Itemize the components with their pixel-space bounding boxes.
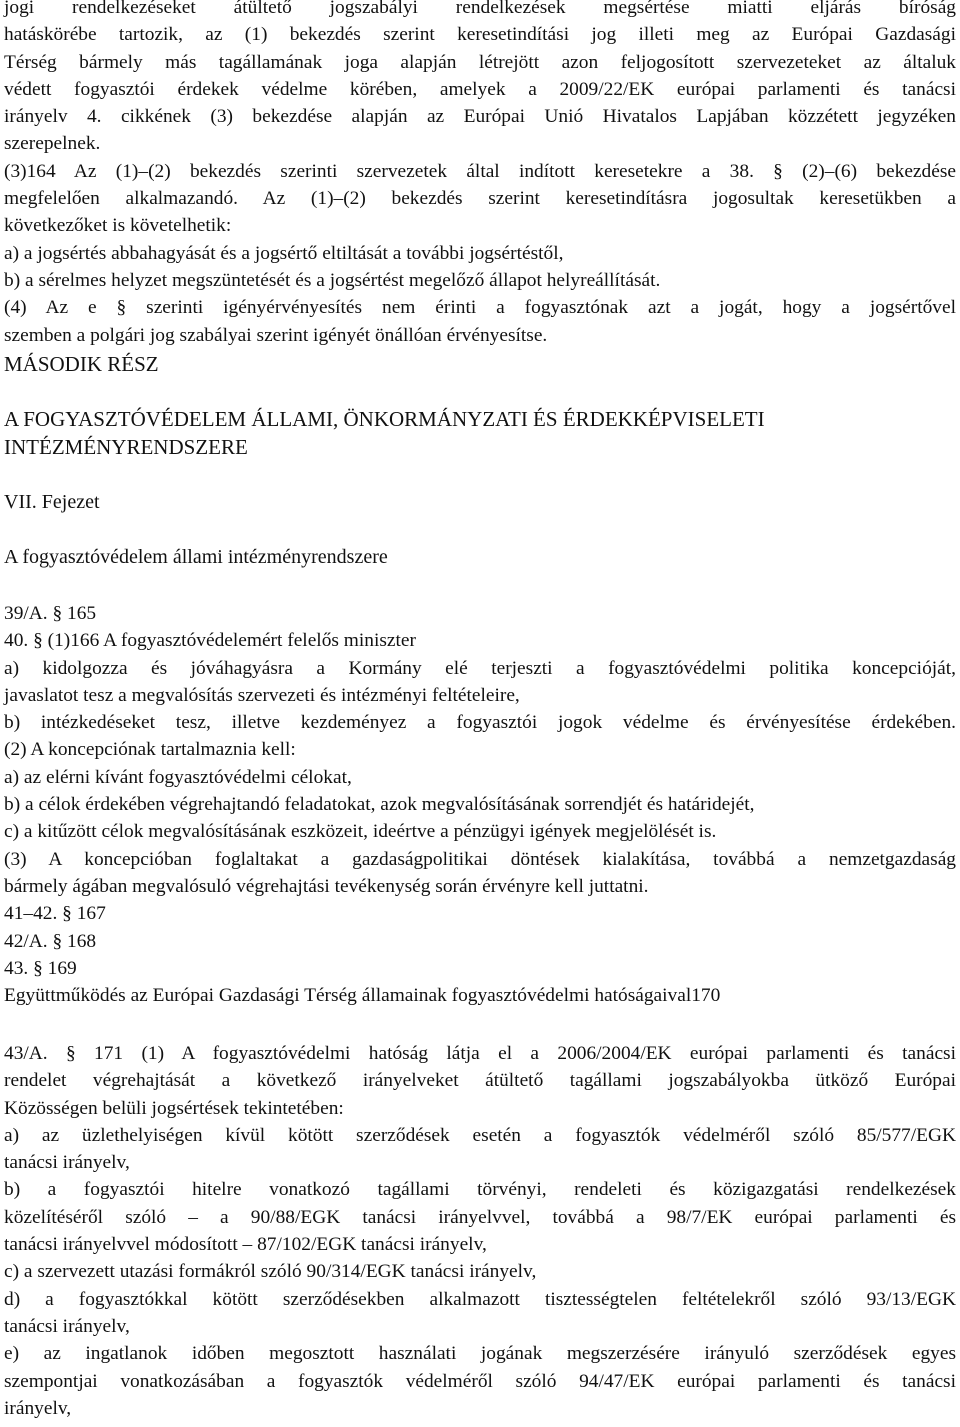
text-line: hatáskörébe tartozik, az (1) bekezdés szerint keresetindítási jog illeti meg az Európai Gazdasági (4, 24, 956, 46)
text-line: (3)164 Az (1)‒(2) bekezdés szerinti szervezetek által indított keresetekre a 38. § (2)‒(6) bekezdése (4, 160, 956, 182)
section-heading: 39/A. § 165 (4, 603, 97, 624)
subsection-title: Együttműködés az Európai Gazdasági Térség államainak fogyasztóvédelmi hatóságaival170 (4, 985, 721, 1007)
text-line: Térség bármely más tagállamának joga alapján létrejött azon feljogosított szervezeteket az általuk (4, 51, 956, 73)
part-title: MÁSODIK RÉSZ (4, 352, 159, 376)
section-heading: 42/A. § 168 (4, 930, 97, 952)
list-item: a) az elérni kívánt fogyasztóvédelmi célokat, (4, 766, 352, 788)
section-heading: 41‒42. § 167 (4, 903, 106, 925)
text-line: (2) A koncepciónak tartalmaznia kell: (4, 739, 296, 761)
part-subtitle-line: INTÉZMÉNYRENDSZERE (4, 435, 248, 459)
text-line: szemben a polgári jog szabályai szerint igényét önállóan érvényesítse. (4, 324, 548, 346)
list-item: d) a fogyasztókkal kötött szerződésekben alkalmazott tisztességtelen feltételekről szóló 93/13/EGK (4, 1288, 956, 1310)
list-item: b) a fogyasztói hitelre vonatkozó tagállami törvényi, rendeleti és közigazgatási rendelkezések (4, 1179, 956, 1201)
text-line: szempontjai vonatkozásában a fogyasztók védelméről szóló 94/47/EK európai parlamenti és tanácsi (4, 1370, 956, 1392)
list-item: c) a szervezett utazási formákról szóló 90/314/EGK tanácsi irányelv, (4, 1261, 537, 1283)
list-item: a) az üzlethelyiségen kívül kötött szerződések esetén a fogyasztók védelméről szóló 85/577/EGK (4, 1124, 956, 1146)
text-line: közelítéséről szóló ‒ a 90/88/EGK tanácsi irányelvvel, továbbá a 98/7/EK európai parlamenti és (4, 1206, 956, 1228)
part-subtitle-line: A FOGYASZTÓVÉDELEM ÁLLAMI, ÖNKORMÁNYZATI ÉS ÉRDEKKÉPVISELETI (4, 407, 765, 431)
chapter-heading: VII. Fejezet (4, 491, 100, 513)
text-line: bármely ágában megvalósuló végrehajtási tevékenység során érvényre kell juttatni. (4, 875, 649, 897)
text-line: tanácsi irányelv, (4, 1315, 130, 1337)
text-line: irányelv 4. cikkének (3) bekezdése alapján az Európai Unió Hivatalos Lapjában közzétett jegyzéken (4, 106, 956, 128)
list-item: a) a jogsértés abbahagyását és a jogsértő eltiltását a további jogsértéstől, (4, 242, 564, 264)
text-line: javaslatot tesz a megvalósítás szervezeti és intézményi feltételeire, (4, 684, 520, 706)
text-line: szerepelnek. (4, 133, 101, 155)
text-line: rendelet végrehajtását a következő irányelveket átültető tagállami jogszabályokba ütköző Európai (4, 1070, 956, 1092)
list-item: a) kidolgozza és jóváhagyásra a Kormány elé terjeszti a fogyasztóvédelmi politika koncepcióját, (4, 657, 956, 679)
text-line: 43/A. § 171 (1) A fogyasztóvédelmi hatóság látja el a 2006/2004/EK európai parlamenti és tanácsi (4, 1043, 956, 1064)
text-line: tanácsi irányelv, (4, 1152, 130, 1174)
section-43a (4, 1040, 956, 1422)
list-item: b) a célok érdekében végrehajtandó feladatokat, azok megvalósításának sorrendjét és határidejét, (4, 794, 755, 816)
text-line: Közösségen belüli jogsértések tekintetében: (4, 1097, 344, 1119)
text-line: megfelelően alkalmazandó. Az (1)‒(2) bekezdés szerint keresetindításra jogosultak keresetükben a (4, 188, 956, 210)
text-line: jogi rendelkezéseket átültető jogszabályi rendelkezések megsértése miatti eljárás bíróság (4, 0, 956, 18)
list-item: c) a kitűzött célok megvalósításának eszközeit, ideértve a pénzügyi igények megjelölését is. (4, 821, 717, 843)
chapter-title: A fogyasztóvédelem állami intézményrendszere (4, 546, 388, 568)
text-line: (4) Az e § szerinti igényérvényesítés nem érinti a fogyasztónak azt a jogát, hogy a jogsértővel (4, 297, 956, 319)
list-item: b) a sérelmes helyzet megszüntetését és a jogsértést megelőző állapot helyreállítását. (4, 269, 661, 291)
text-line: irányelv, (4, 1397, 72, 1419)
text-line: következőket is követelhetik: (4, 215, 232, 237)
list-item: b) intézkedéseket tesz, illetve kezdeményez a fogyasztói jogok védelme és érvényesítése érdekében. (4, 712, 956, 734)
text-line: (3) A koncepcióban foglaltakat a gazdaságpolitikai döntések kialakítása, továbbá a nemzetgazdaság (4, 848, 956, 870)
section-heading: 43. § 169 (4, 957, 77, 979)
text-line: tanácsi irányelvvel módosított ‒ 87/102/EGK tanácsi irányelv, (4, 1234, 487, 1256)
text-line: védett fogyasztói érdekek védelme körében, amelyek a 2009/22/EK európai parlamenti és tanácsi (4, 78, 956, 100)
list-item: e) az ingatlanok időben megosztott használati jogának megszerzésére irányuló szerződések egyes (4, 1343, 956, 1365)
text-line: 40. § (1)166 A fogyasztóvédelemért felelős miniszter (4, 630, 416, 652)
intro-paragraph (4, 0, 956, 349)
section-39-40 (4, 600, 956, 1009)
